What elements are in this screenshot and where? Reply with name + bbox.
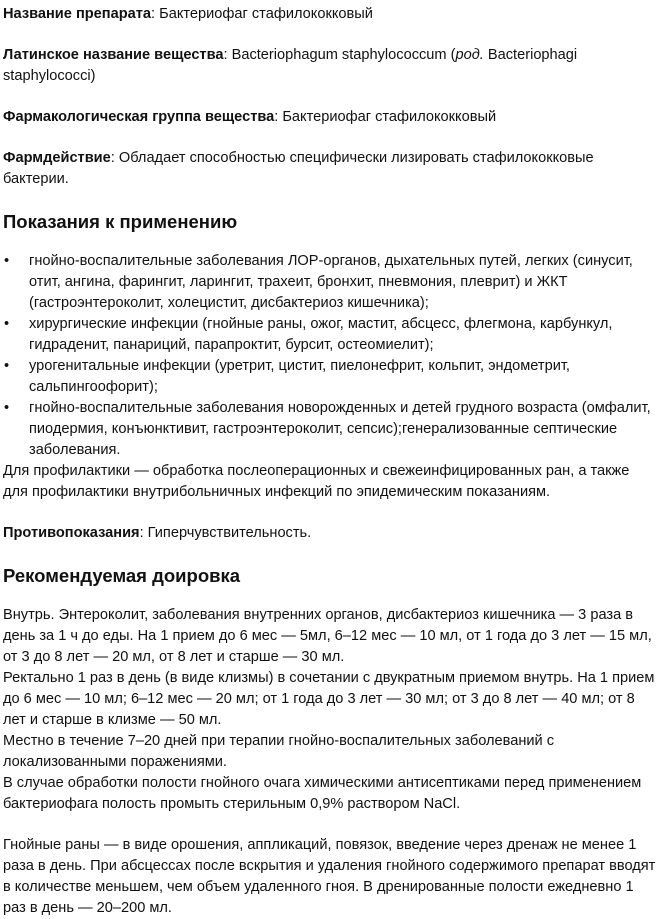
field-label: Противопоказания [3, 525, 140, 541]
dosage-paragraph: Ректально 1 раз в день (в виде клизмы) в сочетании с двукратным приемом внутрь. На 1 прием до 6 мес — 10 мл; 6–12 мес — 20 мл; от 1 года до 3 лет — 30 мл; от 3 до 8 лет — 40 мл; от 8 лет и старше в клизме — 50 мл. [3, 670, 655, 728]
list-item: • гнойно-воспалительные заболевания ЛОР-органов, дыхательных путей, легких (синусит, отит, ангина, фарингит, ларингит, трахеит, бронхит, пневмония, плеврит) и ЖКТ (гастроэнтероколит, холецистит, дисбактериоз кишечника); [29, 251, 657, 314]
field-value: : Обладает способностью специфически лизировать стафилококковые бактерии. [3, 150, 594, 187]
field-pharm-action [3, 148, 657, 190]
field-value: : Бактериофаг стафилококковый [151, 6, 373, 22]
list-item: • урогенитальные инфекции (уретрит, цистит, пиелонефрит, кольпит, эндометрит, сальпингоофорит); [29, 356, 657, 398]
field-label: Фармакологическая группа вещества [3, 109, 275, 125]
field-value: : Бактериофаг стафилококковый [274, 109, 497, 125]
dosage-paragraph: В случае обработки полости гнойного очага химическими антисептиками перед применением бактериофага полость промыть стерильным 0,9% раствором NaCl. [3, 775, 642, 812]
field-value: : Bacteriophagum staphylococcum ( [223, 47, 456, 63]
list-item: • хирургические инфекции (гнойные раны, ожог, мастит, абсцесс, флегмона, карбункул, гидраденит, панариций, парапроктит, бурсит, остеомиелит); [29, 314, 657, 356]
field-latin-name [3, 45, 657, 87]
field-value: Bacteriophagi staphylococci) [3, 47, 578, 84]
field-value-italic: род. [455, 47, 484, 63]
field-label: Латинское название вещества [3, 47, 224, 63]
field-label: Фармдействие [3, 150, 111, 166]
field-value: : Гиперчувствительность. [139, 525, 312, 541]
dosage-paragraph: Внутрь. Энтероколит, заболевания внутренних органов, дисбактериоз кишечника — 3 раза в день за 1 ч до еды. На 1 прием до 6 мес — 5мл, 6–12 мес — 10 мл, от 1 года до 3 лет — 15 мл, от 3 до 8 лет — 20 мл, от 8 лет и старше — 30 мл. [3, 607, 652, 665]
field-contraindications [3, 523, 657, 544]
dosage-paragraph: Местно в течение 7–20 дней при терапии гнойно-воспалительных заболеваний с локализованными поражениями. [3, 733, 555, 770]
field-label: Название препарата [3, 6, 152, 22]
indications-heading: Показания к применению [3, 211, 238, 232]
dosage-heading: Рекомендуемая доировка [3, 565, 241, 586]
indications-list [3, 251, 657, 461]
dosage-paragraph: Гнойные раны — в виде орошения, аппликаций, повязок, введение через дренаж не менее 1 раза в день. При абсцессах после вскрытия и удаления гнойного содержимого препарат вводят в количестве меньшем, чем объем удаленного гноя. В дренированные полости ежедневно 1 раз в день — 20–200 мл. [3, 837, 656, 916]
field-pharm-group [3, 107, 657, 128]
field-drug-name [3, 4, 657, 25]
prophylaxis-text: Для профилактики — обработка послеоперационных и свежеинфицированных ран, а также для профилактики внутрибольничных инфекций по эпидемическим показаниям. [3, 463, 630, 500]
list-item: • гнойно-воспалительные заболевания новорожденных и детей грудного возраста (омфалит, пиодермия, конъюнктивит, гастроэнтероколит, сепсис);генерализованные септические заболевания. [29, 398, 657, 461]
